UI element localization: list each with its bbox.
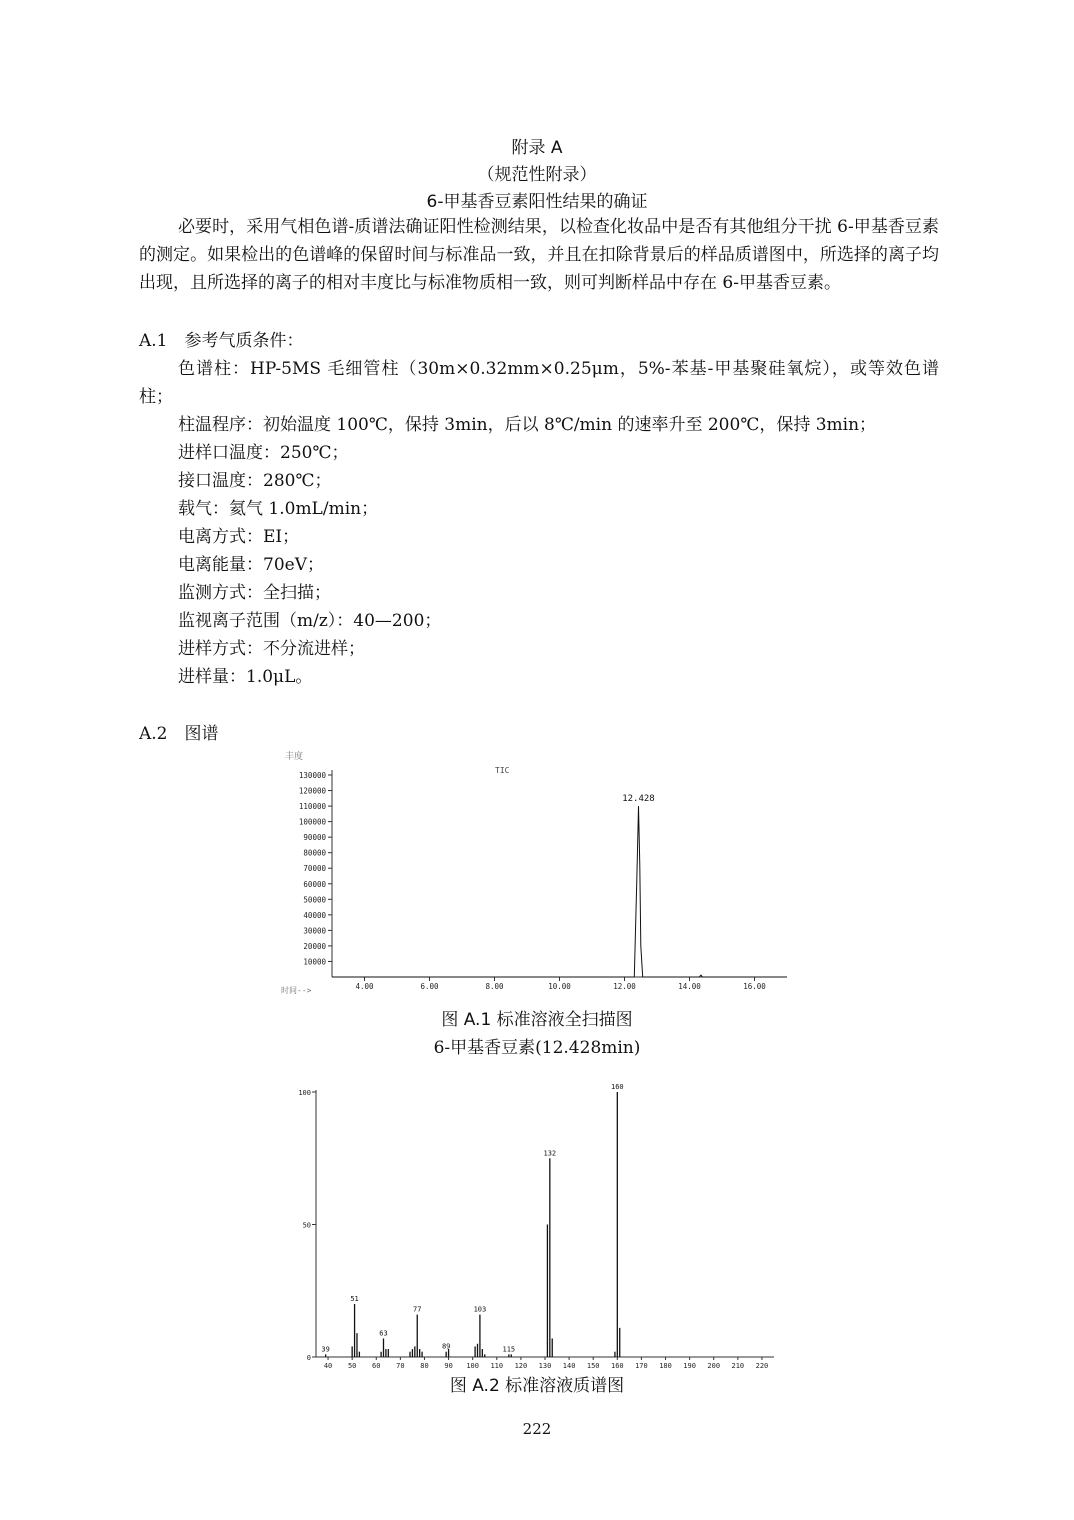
tic-y-tick-label-6: 70000 — [303, 864, 326, 874]
tic-x-tick-label-4: 12.00 — [613, 982, 636, 991]
tic-y-tick-label-8: 90000 — [303, 833, 326, 843]
intro-paragraph: 必要时，采用气相色谱-质谱法确证阳性检测结果，以检查化妆品中是否有其他组分干扰 6-甲基香豆素的测定。如果检出的色谱峰的保留时间与标准品一致，并且在扣除背景后的样品质谱图中，所选择的离子均出现，且所选择的离子的相对丰度比与标准物质相一致，则可判断样品中存在 6-甲基香豆素。 — [139, 217, 939, 293]
ms-x-tick-label-0: 40 — [323, 1362, 333, 1370]
tic-y-label: 丰度 — [285, 752, 304, 762]
condition-ion-range: 监视离子范围（m/z）：40—200； — [178, 611, 442, 631]
page-number: 222 — [522, 1420, 552, 1438]
column-condition: 色谱柱：HP-5MS 毛细管柱（30m×0.32mm×0.25μm，5%-苯基-甲基聚硅氧烷），或等效色谱柱； — [139, 359, 939, 407]
condition-inlet-temp: 进样口温度：250℃； — [178, 443, 349, 463]
tic-y-tick-label-11: 120000 — [298, 786, 326, 796]
ms-peak-label-8: 160 — [610, 1083, 624, 1091]
tic-y-tick-label-4: 50000 — [303, 895, 326, 905]
ms-x-tick-label-17: 210 — [731, 1362, 745, 1370]
ms-x-tick-label-18: 220 — [755, 1362, 769, 1370]
ms-x-tick-label-2: 60 — [372, 1362, 381, 1370]
section-a2-heading: A.2 图谱 — [139, 724, 219, 744]
ms-peak-label-1: 51 — [350, 1295, 359, 1303]
ms-x-tick-label-6: 100 — [466, 1362, 480, 1370]
tic-title: TIC — [495, 766, 510, 775]
appendix-title: 6-甲基香豆素阳性结果的确证 — [426, 192, 648, 212]
tic-y-tick-label-10: 110000 — [298, 802, 326, 812]
fig1-subcaption: 6-甲基香豆素(12.428min) — [433, 1038, 641, 1058]
tic-y-tick-label-7: 80000 — [303, 848, 326, 858]
ms-x-tick-label-10: 140 — [562, 1362, 576, 1370]
ms-x-tick-label-15: 190 — [683, 1362, 696, 1370]
tic-trace — [332, 806, 787, 977]
tic-x-tick-label-6: 16.00 — [743, 982, 766, 991]
tic-y-tick-label-0: 10000 — [303, 957, 326, 967]
mass-spectrum — [290, 1080, 780, 1370]
condition-injection-volume: 进样量：1.0μL。 — [178, 667, 313, 687]
ms-x-tick-label-14: 180 — [659, 1362, 672, 1370]
ms-x-tick-label-12: 160 — [610, 1362, 624, 1370]
fig2-caption: 图 A.2 标准溶液质谱图 — [449, 1376, 625, 1396]
condition-temp-program: 柱温程序：初始温度 100℃，保持 3min，后以 8℃/min 的速率升至 200℃，保持 3min； — [178, 415, 877, 435]
ms-x-tick-label-3: 70 — [396, 1362, 405, 1370]
ms-peak-label-2: 63 — [379, 1329, 388, 1338]
tic-y-tick-label-12: 130000 — [298, 771, 326, 780]
ms-y-tick-label-2: 100 — [298, 1089, 311, 1097]
ms-y-tick-label-1: 50 — [302, 1221, 311, 1230]
tic-x-tick-label-5: 14.00 — [678, 982, 701, 991]
tic-chromatogram — [275, 745, 795, 1000]
fig1-caption: 图 A.1 标准溶液全扫描图 — [441, 1010, 633, 1030]
ms-peak-label-3: 77 — [413, 1305, 422, 1314]
condition-monitor-mode: 监测方式：全扫描； — [178, 583, 331, 603]
ms-peak-label-7: 132 — [543, 1149, 557, 1158]
ms-peak-label-5: 103 — [473, 1305, 487, 1314]
tic-y-tick-label-3: 40000 — [303, 910, 326, 920]
ms-peak-label-6: 115 — [502, 1345, 516, 1354]
ms-x-tick-label-4: 80 — [420, 1362, 429, 1370]
condition-interface-temp: 接口温度：280℃； — [178, 471, 332, 491]
ms-x-tick-label-1: 50 — [347, 1362, 357, 1370]
tic-y-tick-label-9: 100000 — [298, 817, 326, 827]
condition-ionization-energy: 电离能量：70eV； — [178, 555, 324, 575]
ms-x-tick-label-16: 200 — [707, 1362, 721, 1370]
tic-y-tick-label-2: 30000 — [303, 926, 326, 936]
tic-x-tick-label-0: 4.00 — [355, 982, 374, 991]
tic-x-label: 时间--> — [281, 986, 312, 995]
tic-y-tick-label-1: 20000 — [303, 941, 326, 951]
condition-injection-mode: 进样方式：不分流进样； — [178, 639, 365, 659]
ms-x-tick-label-9: 130 — [538, 1362, 552, 1370]
condition-carrier-gas: 载气：氦气 1.0mL/min； — [178, 499, 379, 519]
condition-ionization-mode: 电离方式：EI； — [178, 527, 300, 547]
tic-x-tick-label-2: 8.00 — [485, 982, 504, 991]
tic-y-tick-label-5: 60000 — [303, 879, 326, 889]
ms-peak-label-4: 89 — [441, 1342, 451, 1351]
ms-x-tick-label-5: 90 — [444, 1362, 453, 1370]
tic-x-tick-label-1: 6.00 — [420, 982, 439, 991]
ms-peak-label-0: 39 — [321, 1345, 330, 1354]
ms-y-tick-label-0: 0 — [306, 1354, 311, 1362]
ms-x-tick-label-7: 110 — [490, 1362, 504, 1370]
section-a1-heading: A.1 参考气质条件： — [139, 331, 304, 351]
tic-x-tick-label-3: 10.00 — [548, 982, 571, 991]
ms-x-tick-label-8: 120 — [514, 1362, 528, 1370]
ms-x-tick-label-11: 150 — [586, 1362, 600, 1370]
ms-x-tick-label-13: 170 — [635, 1362, 648, 1370]
tic-peak-label: 12.428 — [622, 794, 655, 805]
appendix-nature: （规范性附录） — [477, 165, 597, 185]
appendix-label: 附录 A — [511, 138, 563, 158]
